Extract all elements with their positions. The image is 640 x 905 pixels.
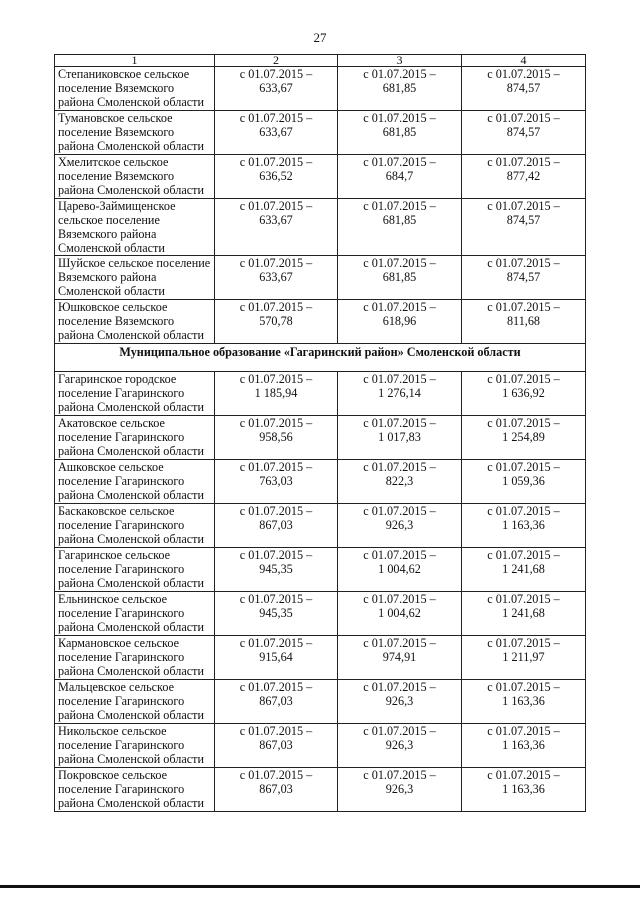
table-row	[55, 67, 586, 111]
settlement-name-line: Баскаковское сельское	[58, 504, 175, 518]
tariff-date: с 01.07.2015 –	[239, 372, 313, 386]
settlement-name-line: района Смоленской области	[58, 328, 204, 342]
tariff-cell-c3	[338, 372, 462, 416]
tariff-cell-c4	[462, 155, 586, 199]
tariff-value: 633,67	[259, 81, 293, 95]
column-number-row	[55, 55, 586, 67]
settlement-name	[55, 67, 215, 111]
tariff-date: с 01.07.2015 –	[363, 416, 436, 430]
tariff-cell-c3	[338, 636, 462, 680]
tariff-cell-c3	[338, 460, 462, 504]
settlement-name-line: поселение Гагаринского	[58, 474, 185, 488]
tariff-date: с 01.07.2015 –	[487, 548, 560, 562]
tariff-value: 1 163,36	[502, 694, 545, 708]
tariff-value: 1 276,14	[378, 386, 421, 400]
tariff-value: 926,3	[385, 518, 414, 532]
tariff-value: 681,85	[382, 125, 417, 139]
tariff-value: 877,42	[506, 169, 541, 183]
tariff-date: с 01.07.2015 –	[363, 256, 436, 270]
tariff-cell-c3	[338, 592, 462, 636]
settlement-name-line: поселение Гагаринского	[58, 738, 185, 752]
tariff-value: 1 636,92	[502, 386, 545, 400]
settlement-name-line: Шуйское сельское поселение	[58, 256, 211, 270]
tariff-date: с 01.07.2015 –	[239, 67, 313, 81]
tariff-date: с 01.07.2015 –	[239, 111, 313, 125]
table-row	[55, 199, 586, 256]
table-row	[55, 300, 586, 344]
tariff-date: с 01.07.2015 –	[239, 636, 313, 650]
tariff-cell-c4	[462, 256, 586, 300]
tariff-cell-c2	[215, 155, 338, 199]
tariff-value: 945,35	[259, 562, 293, 576]
settlement-name-line: поселение Вяземского	[58, 81, 175, 95]
section-header-body	[55, 344, 586, 372]
table-body-vyazma	[55, 55, 586, 344]
tariff-date: с 01.07.2015 –	[239, 460, 313, 474]
tariff-value: 874,57	[506, 270, 541, 284]
tariff-cell-c2	[215, 256, 338, 300]
tariff-value: 681,85	[382, 213, 417, 227]
column-number-1: 1	[55, 55, 215, 67]
tariff-table	[54, 54, 586, 812]
settlement-name-line: Акатовское сельское	[58, 416, 165, 430]
tariff-date: с 01.07.2015 –	[239, 256, 313, 270]
tariff-value: 1 211,97	[502, 650, 545, 664]
tariff-value: 636,52	[259, 169, 293, 183]
tariff-value: 926,3	[385, 738, 414, 752]
tariff-cell-c4	[462, 636, 586, 680]
tariff-date: с 01.07.2015 –	[487, 372, 560, 386]
tariff-date: с 01.07.2015 –	[487, 636, 560, 650]
tariff-cell-c2	[215, 372, 338, 416]
tariff-date: с 01.07.2015 –	[239, 416, 313, 430]
settlement-name	[55, 548, 215, 592]
tariff-cell-c3	[338, 67, 462, 111]
tariff-value: 811,68	[506, 314, 541, 328]
tariff-cell-c3	[338, 680, 462, 724]
tariff-value: 915,64	[259, 650, 293, 664]
tariff-cell-c2	[215, 300, 338, 344]
settlement-name	[55, 592, 215, 636]
tariff-value: 763,03	[259, 474, 293, 488]
table-row	[55, 111, 586, 155]
tariff-value: 633,67	[259, 213, 293, 227]
settlement-name-line: района Смоленской области	[58, 488, 204, 502]
tariff-cell-c4	[462, 680, 586, 724]
tariff-cell-c4	[462, 724, 586, 768]
tariff-cell-c4	[462, 504, 586, 548]
tariff-date: с 01.07.2015 –	[363, 67, 436, 81]
tariff-cell-c3	[338, 155, 462, 199]
tariff-cell-c4	[462, 592, 586, 636]
tariff-value: 822,3	[385, 474, 414, 488]
tariff-date: с 01.07.2015 –	[363, 592, 436, 606]
tariff-value: 1 163,36	[502, 782, 545, 796]
settlement-name-line: сельское поселение	[58, 213, 160, 227]
settlement-name-line: Вяземского района	[58, 227, 157, 241]
tariff-value: 633,67	[259, 270, 293, 284]
settlement-name	[55, 199, 215, 256]
settlement-name-line: поселение Гагаринского	[58, 606, 185, 620]
settlement-name-line: Смоленской области	[58, 241, 165, 255]
tariff-cell-c4	[462, 372, 586, 416]
settlement-name-line: района Смоленской области	[58, 576, 204, 590]
settlement-name-line: района Смоленской области	[58, 664, 204, 678]
settlement-name-line: района Смоленской области	[58, 183, 204, 197]
tariff-date: с 01.07.2015 –	[487, 199, 560, 213]
tariff-cell-c2	[215, 416, 338, 460]
settlement-name	[55, 504, 215, 548]
section-header-row	[55, 344, 586, 372]
settlement-name-line: Гагаринское сельское	[58, 548, 171, 562]
tariff-cell-c3	[338, 111, 462, 155]
tariff-date: с 01.07.2015 –	[487, 768, 560, 782]
settlement-name-line: района Смоленской области	[58, 708, 204, 722]
settlement-name-line: Кармановское сельское	[58, 636, 180, 650]
settlement-name-line: поселение Вяземского	[58, 314, 175, 328]
tariff-value: 633,67	[259, 125, 293, 139]
tariff-cell-c3	[338, 256, 462, 300]
settlement-name-line: поселение Гагаринского	[58, 694, 185, 708]
tariff-value: 874,57	[506, 81, 541, 95]
settlement-name-line: Ельнинское сельское	[58, 592, 168, 606]
tariff-cell-c2	[215, 460, 338, 504]
tariff-cell-c2	[215, 680, 338, 724]
tariff-date: с 01.07.2015 –	[239, 504, 313, 518]
tariff-date: с 01.07.2015 –	[487, 111, 560, 125]
tariff-date: с 01.07.2015 –	[363, 504, 436, 518]
tariff-date: с 01.07.2015 –	[239, 768, 313, 782]
tariff-date: с 01.07.2015 –	[487, 504, 560, 518]
settlement-name-line: Ашковское сельское	[58, 460, 164, 474]
tariff-cell-c4	[462, 548, 586, 592]
tariff-date: с 01.07.2015 –	[487, 67, 560, 81]
tariff-date: с 01.07.2015 –	[239, 300, 313, 314]
tariff-date: с 01.07.2015 –	[487, 155, 560, 169]
settlement-name-line: Царево-Займищенское	[58, 199, 176, 213]
tariff-value: 867,03	[259, 694, 293, 708]
settlement-name	[55, 636, 215, 680]
table-row	[55, 504, 586, 548]
tariff-value: 1 004,62	[378, 606, 421, 620]
table-row	[55, 416, 586, 460]
column-number-4: 4	[462, 55, 586, 67]
tariff-date: с 01.07.2015 –	[487, 300, 560, 314]
settlement-name	[55, 300, 215, 344]
settlement-name-line: района Смоленской области	[58, 444, 204, 458]
tariff-cell-c4	[462, 416, 586, 460]
tariff-date: с 01.07.2015 –	[363, 636, 436, 650]
tariff-value: 974,91	[382, 650, 417, 664]
tariff-value: 618,96	[382, 314, 417, 328]
bottom-rule	[0, 885, 640, 888]
tariff-date: с 01.07.2015 –	[239, 724, 313, 738]
tariff-cell-c2	[215, 592, 338, 636]
table-row	[55, 256, 586, 300]
table-row	[55, 155, 586, 199]
tariff-date: с 01.07.2015 –	[239, 548, 313, 562]
settlement-name-line: поселение Вяземского	[58, 125, 175, 139]
settlement-name	[55, 416, 215, 460]
settlement-name-line: района Смоленской области	[58, 796, 204, 810]
settlement-name-line: поселение Вяземского	[58, 169, 175, 183]
tariff-value: 1 163,36	[502, 738, 545, 752]
settlement-name	[55, 111, 215, 155]
tariff-value: 1 059,36	[502, 474, 545, 488]
table-row	[55, 768, 586, 812]
tariff-value: 1 163,36	[502, 518, 545, 532]
tariff-date: с 01.07.2015 –	[487, 680, 560, 694]
tariff-cell-c3	[338, 548, 462, 592]
tariff-date: с 01.07.2015 –	[363, 372, 436, 386]
tariff-cell-c2	[215, 67, 338, 111]
settlement-name-line: Вяземского района	[58, 270, 157, 284]
tariff-cell-c3	[338, 504, 462, 548]
tariff-cell-c4	[462, 768, 586, 812]
column-number-3: 3	[338, 55, 462, 67]
settlement-name	[55, 768, 215, 812]
tariff-cell-c3	[338, 768, 462, 812]
settlement-name-line: Степаниковское сельское	[58, 67, 190, 81]
tariff-value: 681,85	[382, 270, 417, 284]
tariff-cell-c3	[338, 724, 462, 768]
tariff-cell-c4	[462, 300, 586, 344]
table-row	[55, 680, 586, 724]
tariff-value: 684,7	[385, 169, 414, 183]
settlement-name-line: района Смоленской области	[58, 620, 204, 634]
tariff-value: 1 185,94	[254, 386, 298, 400]
settlement-name-line: района Смоленской области	[58, 532, 204, 546]
settlement-name-line: Юшковское сельское	[58, 300, 168, 314]
tariff-cell-c2	[215, 636, 338, 680]
settlement-name-line: поселение Гагаринского	[58, 518, 185, 532]
tariff-cell-c2	[215, 768, 338, 812]
settlement-name	[55, 460, 215, 504]
tariff-date: с 01.07.2015 –	[239, 199, 313, 213]
tariff-date: с 01.07.2015 –	[363, 548, 436, 562]
tariff-date: с 01.07.2015 –	[487, 416, 560, 430]
settlement-name	[55, 372, 215, 416]
tariff-value: 1 017,83	[378, 430, 421, 444]
tariff-value: 1 254,89	[502, 430, 545, 444]
tariff-cell-c4	[462, 460, 586, 504]
tariff-cell-c2	[215, 111, 338, 155]
settlement-name	[55, 155, 215, 199]
column-number-2: 2	[215, 55, 338, 67]
tariff-cell-c2	[215, 548, 338, 592]
settlement-name-line: Смоленской области	[58, 284, 165, 298]
tariff-date: с 01.07.2015 –	[239, 155, 313, 169]
settlement-name	[55, 256, 215, 300]
tariff-value: 926,3	[385, 782, 414, 796]
tariff-value: 570,78	[259, 314, 293, 328]
tariff-date: с 01.07.2015 –	[363, 460, 436, 474]
tariff-date: с 01.07.2015 –	[363, 724, 436, 738]
tariff-cell-c2	[215, 724, 338, 768]
settlement-name-line: района Смоленской области	[58, 95, 204, 109]
settlement-name-line: района Смоленской области	[58, 139, 204, 153]
tariff-cell-c3	[338, 416, 462, 460]
tariff-cell-c2	[215, 199, 338, 256]
tariff-cell-c4	[462, 111, 586, 155]
tariff-value: 867,03	[259, 518, 293, 532]
tariff-date: с 01.07.2015 –	[363, 680, 436, 694]
tariff-value: 1 241,68	[502, 562, 545, 576]
settlement-name-line: Гагаринское городское	[58, 372, 177, 386]
tariff-date: с 01.07.2015 –	[239, 592, 313, 606]
tariff-value: 1 004,62	[378, 562, 421, 576]
tariff-date: с 01.07.2015 –	[487, 724, 560, 738]
settlement-name-line: поселение Гагаринского	[58, 650, 185, 664]
tariff-date: с 01.07.2015 –	[363, 111, 436, 125]
tariff-date: с 01.07.2015 –	[239, 680, 313, 694]
table-row	[55, 636, 586, 680]
settlement-name-line: Покровское сельское	[58, 768, 168, 782]
settlement-name-line: района Смоленской области	[58, 752, 204, 766]
settlement-name-line: Мальцевское сельское	[58, 680, 174, 694]
table-row	[55, 548, 586, 592]
table-row	[55, 592, 586, 636]
page-number: 27	[313, 30, 327, 45]
tariff-value: 867,03	[259, 738, 293, 752]
tariff-date: с 01.07.2015 –	[487, 592, 560, 606]
settlement-name-line: поселение Гагаринского	[58, 782, 185, 796]
tariff-value: 1 241,68	[502, 606, 545, 620]
settlement-name-line: Никольское сельское	[58, 724, 167, 738]
tariff-cell-c3	[338, 199, 462, 256]
tariff-value: 958,56	[259, 430, 293, 444]
tariff-cell-c3	[338, 300, 462, 344]
settlement-name-line: поселение Гагаринского	[58, 430, 185, 444]
tariff-cell-c4	[462, 67, 586, 111]
settlement-name-line: поселение Гагаринского	[58, 562, 185, 576]
table-row	[55, 372, 586, 416]
tariff-value: 681,85	[382, 81, 417, 95]
settlement-name-line: района Смоленской области	[58, 400, 204, 414]
settlement-name-line: Хмелитское сельское	[58, 155, 169, 169]
tariff-cell-c4	[462, 199, 586, 256]
table-row	[55, 460, 586, 504]
tariff-date: с 01.07.2015 –	[363, 199, 436, 213]
tariff-date: с 01.07.2015 –	[487, 256, 560, 270]
tariff-date: с 01.07.2015 –	[363, 768, 436, 782]
table-row	[55, 724, 586, 768]
settlement-name-line: Тумановское сельское	[58, 111, 173, 125]
tariff-date: с 01.07.2015 –	[363, 300, 436, 314]
tariff-cell-c2	[215, 504, 338, 548]
tariff-value: 874,57	[506, 213, 541, 227]
settlement-name	[55, 724, 215, 768]
tariff-date: с 01.07.2015 –	[363, 155, 436, 169]
tariff-value: 874,57	[506, 125, 541, 139]
tariff-date: с 01.07.2015 –	[487, 460, 560, 474]
tariff-value: 945,35	[259, 606, 293, 620]
section-title: Муниципальное образование «Гагаринский район» Смоленской области	[55, 344, 586, 372]
settlement-name	[55, 680, 215, 724]
tariff-value: 867,03	[259, 782, 293, 796]
settlement-name-line: поселение Гагаринского	[58, 386, 185, 400]
tariff-value: 926,3	[385, 694, 414, 708]
table-body-gagarin	[55, 372, 586, 812]
